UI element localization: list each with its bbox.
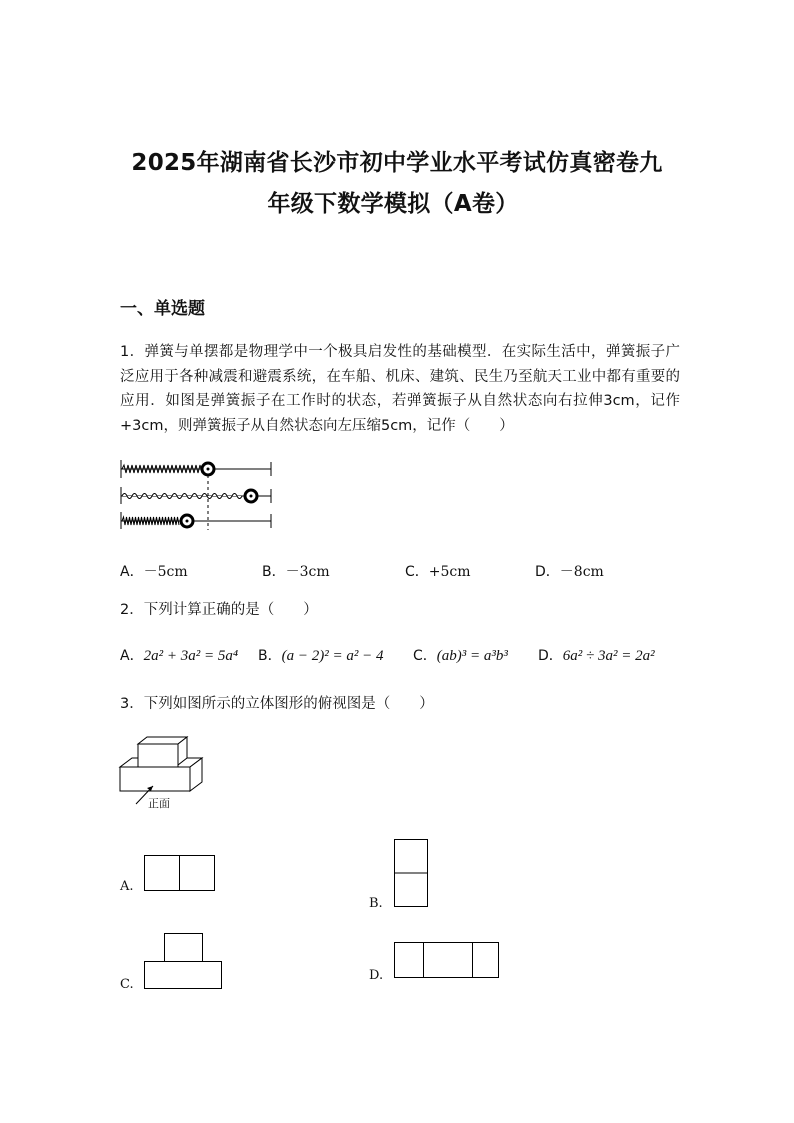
q1-option-c[interactable]: C．+5cm	[405, 564, 471, 580]
q3-option-a-figure[interactable]	[144, 855, 219, 895]
spring-row-compressed	[121, 512, 271, 529]
q3-option-b-label[interactable]: B.	[369, 896, 383, 911]
q3-option-b-figure[interactable]	[394, 839, 434, 911]
q3-option-d-figure[interactable]	[394, 942, 504, 982]
q2-option-c[interactable]: C．(ab)³ = a³b³	[413, 648, 508, 664]
question-1-text: 1．弹簧与单摆都是物理学中一个极具启发性的基础模型．在实际生活中，弹簧振子广泛应用于各种减震和避震系统，在车船、机床、建筑、民生乃至航天工业中都有重要的应用．如图是弹簧振子在工作时的状态，若弹簧振子从自然状态向右拉伸3cm，记作+3cm，则弹簧振子从自然状态向左压缩5cm，记作（ ）	[120, 344, 680, 434]
document-title-line2: 年级下数学模拟（A卷）	[267, 191, 519, 217]
q2-option-b[interactable]: B．(a − 2)² = a² − 4	[258, 648, 384, 664]
q1-option-b[interactable]: B．－3cm	[262, 564, 330, 580]
section-heading: 一、单选题	[120, 299, 205, 319]
question-3-text: 3．下列如图所示的立体图形的俯视图是（ ）	[120, 696, 434, 712]
q2-option-a[interactable]: A．2a² + 3a² = 5a⁴	[120, 648, 239, 664]
q3-option-c-figure[interactable]	[144, 933, 226, 993]
front-view-label: 正面	[148, 797, 170, 810]
document-title-line1: 2025年湖南省长沙市初中学业水平考试仿真密卷九	[131, 150, 663, 176]
q1-option-d[interactable]: D．－8cm	[535, 564, 604, 580]
q3-option-a-label[interactable]: A.	[120, 879, 134, 894]
spring-oscillator-figure	[118, 458, 278, 538]
q1-option-a[interactable]: A．－5cm	[120, 564, 188, 580]
q3-option-d-label[interactable]: D.	[369, 968, 384, 983]
q2-option-d[interactable]: D．6a² ÷ 3a² = 2a²	[538, 648, 655, 664]
spring-row-natural	[121, 460, 271, 478]
q3-option-c-label[interactable]: C.	[120, 977, 134, 992]
spring-row-stretched	[121, 487, 271, 504]
question-2-text: 2．下列计算正确的是（ ）	[120, 602, 318, 618]
